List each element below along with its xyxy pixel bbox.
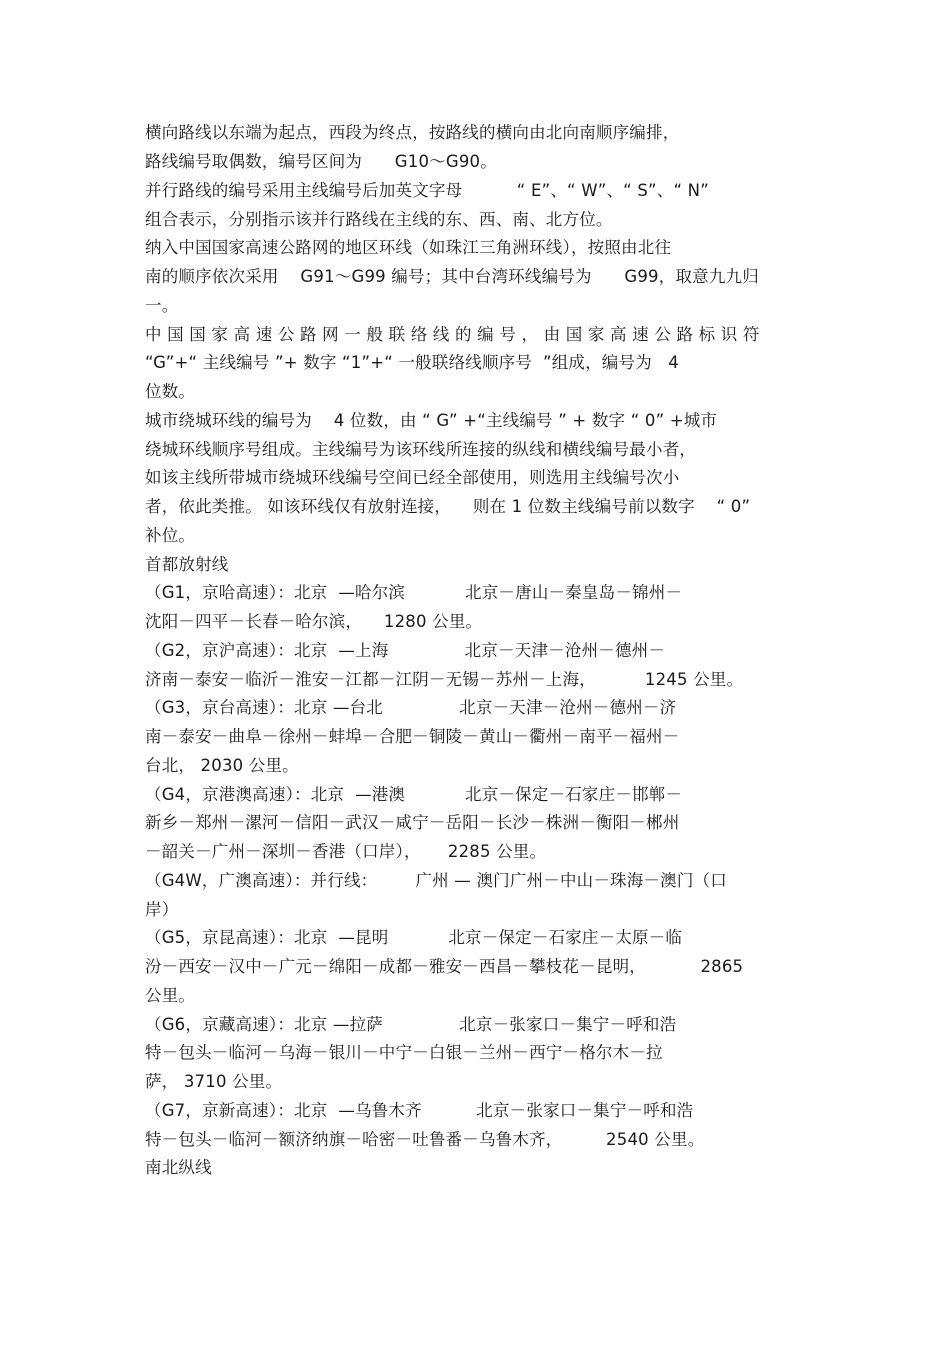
text-line: 路线编号取偶数，编号区间为 G10～G90。	[145, 152, 497, 171]
text-line: （G2，京沪高速）：北京 —上海 北京－天津－沧州－德州－	[145, 641, 666, 660]
text-line: 特－包头－临河－乌海－银川－中宁－白银－兰州－西宁－格尔木－拉	[145, 1043, 663, 1062]
text-line: 济南－泰安－临沂－淮安－江都－江阴－无锡－苏州－上海， 1245 公里。	[145, 670, 744, 689]
text-line: 南的顺序依次采用 G91～G99 编号；其中台湾环线编号为 G99，取意九九归	[145, 267, 759, 286]
text-line: 南－泰安－曲阜－徐州－蚌埠－合肥－铜陵－黄山－衢州－南平－福州－	[145, 727, 680, 746]
text-line: （G7，京新高速）：北京 —乌鲁木齐 北京－张家口－集宁－呼和浩	[145, 1101, 694, 1120]
text-line: （G3，京台高速）：北京 —台北 北京－天津－沧州－德州－济	[145, 698, 677, 717]
text-line: －韶关－广州－深圳－香港（口岸）， 2285 公里。	[145, 842, 547, 861]
text-line: 沈阳－四平－长春－哈尔滨， 1280 公里。	[145, 612, 483, 631]
text-line: 补位。	[145, 526, 196, 545]
text-line: 中 国 国 家 高 速 公 路 网 一 般 联 络 线 的 编 号 ， 由 国 家 高 速 公 路 标 识 符	[145, 325, 760, 344]
text-line: （G4W，广澳高速）：并行线： 广州 — 澳门广州－中山－珠海－澳门（口	[145, 871, 727, 890]
text-line: 汾－西安－汉中－广元－绵阳－成都－雅安－西昌－攀枝花－昆明， 2865	[145, 957, 744, 976]
text-line: 横向路线以东端为起点，西段为终点，按路线的横向由北向南顺序编排，	[145, 123, 680, 142]
text-line: 萨， 3710 公里。	[145, 1072, 283, 1091]
text-line: 纳入中国国家高速公路网的地区环线（如珠江三角洲环线），按照由北往	[145, 238, 672, 257]
text-line: （G5，京昆高速）：北京 —昆明 北京－保定－石家庄－太原－临	[145, 928, 683, 947]
text-line: （G6，京藏高速）：北京 —拉萨 北京－张家口－集宁－呼和浩	[145, 1015, 677, 1034]
text-line: 城市绕城环线的编号为 4 位数，由 “ G” +“主线编号 ” + 数字 “ 0” +城市	[145, 411, 718, 430]
text-line: （G1，京哈高速）：北京 —哈尔滨 北京－唐山－秦皇岛－锦州－	[145, 583, 683, 602]
text-line: 一。	[145, 296, 179, 315]
text-line: 新乡－郑州－漯河－信阳－武汉－咸宁－岳阳－长沙－株洲－衡阳－郴州	[145, 813, 680, 832]
text-line: 绕城环线顺序号组成。主线编号为该环线所连接的纵线和横线编号最小者，	[145, 440, 697, 459]
text-line: （G4，京港澳高速）：北京 —港澳 北京－保定－石家庄－邯郸－	[145, 785, 683, 804]
section-heading: 南北纵线	[145, 1158, 212, 1177]
text-line: “G”+“ 主线编号 ”+ 数字 “1”+“ 一般联络线顺序号 ”组成，编号为 4	[145, 353, 679, 372]
text-line: 公里。	[145, 986, 196, 1005]
section-heading: 首都放射线	[145, 555, 229, 574]
text-line: 位数。	[145, 382, 196, 401]
text-line: 台北， 2030 公里。	[145, 756, 299, 775]
text-line: 并行路线的编号采用主线编号后加英文字母 “ E”、“ W”、“ S”、“ N”	[145, 181, 709, 200]
text-line: 组合表示，分别指示该并行路线在主线的东、西、南、北方位。	[145, 210, 613, 229]
text-line: 岸）	[145, 900, 179, 919]
text-line: 如该主线所带城市绕城环线编号空间已经全部使用，则选用主线编号次小	[145, 468, 680, 487]
text-line: 特－包头－临河－额济纳旗－哈密－吐鲁番－乌鲁木齐， 2540 公里。	[145, 1130, 705, 1149]
text-line: 者，依此类推。 如该环线仅有放射连接， 则在 1 位数主线编号前以数字 “ 0”	[145, 497, 751, 516]
